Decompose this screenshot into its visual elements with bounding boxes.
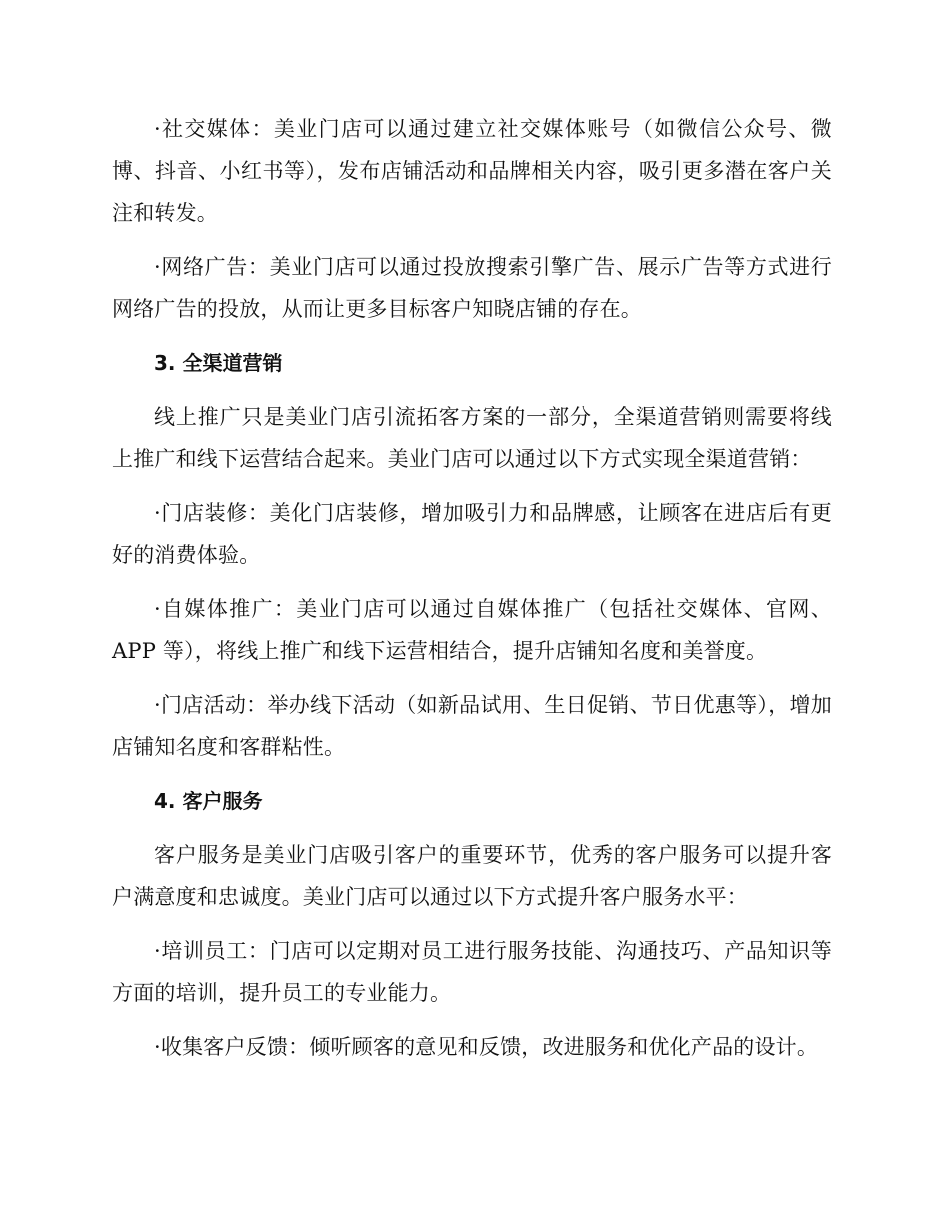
document-body <box>112 108 832 1080</box>
bullet-staff-training: ·培训员工：门店可以定期对员工进行服务技能、沟通技巧、产品知识等方面的培训，提升员工的专业能力。 <box>112 939 832 1005</box>
bullet-store-events: ·门店活动：举办线下活动（如新品试用、生日促销、节日优惠等），增加店铺知名度和客群粘性。 <box>112 693 832 759</box>
section-heading-omnichannel: 3. 全渠道营销 <box>154 351 283 375</box>
bullet-online-ads: ·网络广告：美业门店可以通过投放搜索引擎广告、展示广告等方式进行网络广告的投放，从而让更多目标客户知晓店铺的存在。 <box>112 255 832 321</box>
paragraph-customer-service-intro: 客户服务是美业门店吸引客户的重要环节，优秀的客户服务可以提升客户满意度和忠诚度。美业门店可以通过以下方式提升客户服务水平： <box>112 843 832 909</box>
bullet-store-decoration: ·门店装修：美化门店装修，增加吸引力和品牌感，让顾客在进店后有更好的消费体验。 <box>112 501 832 567</box>
bullet-customer-feedback: ·收集客户反馈：倾听顾客的意见和反馈，改进服务和优化产品的设计。 <box>154 1035 819 1059</box>
bullet-self-media: ·自媒体推广：美业门店可以通过自媒体推广（包括社交媒体、官网、APP 等），将线上推广和线下运营相结合，提升店铺知名度和美誉度。 <box>112 597 832 663</box>
section-heading-customer-service: 4. 客户服务 <box>154 789 263 813</box>
bullet-social-media: ·社交媒体：美业门店可以通过建立社交媒体账号（如微信公众号、微博、抖音、小红书等），发布店铺活动和品牌相关内容，吸引更多潜在客户关注和转发。 <box>112 117 832 225</box>
paragraph-omnichannel-intro: 线上推广只是美业门店引流拓客方案的一部分，全渠道营销则需要将线上推广和线下运营结合起来。美业门店可以通过以下方式实现全渠道营销： <box>112 405 832 471</box>
